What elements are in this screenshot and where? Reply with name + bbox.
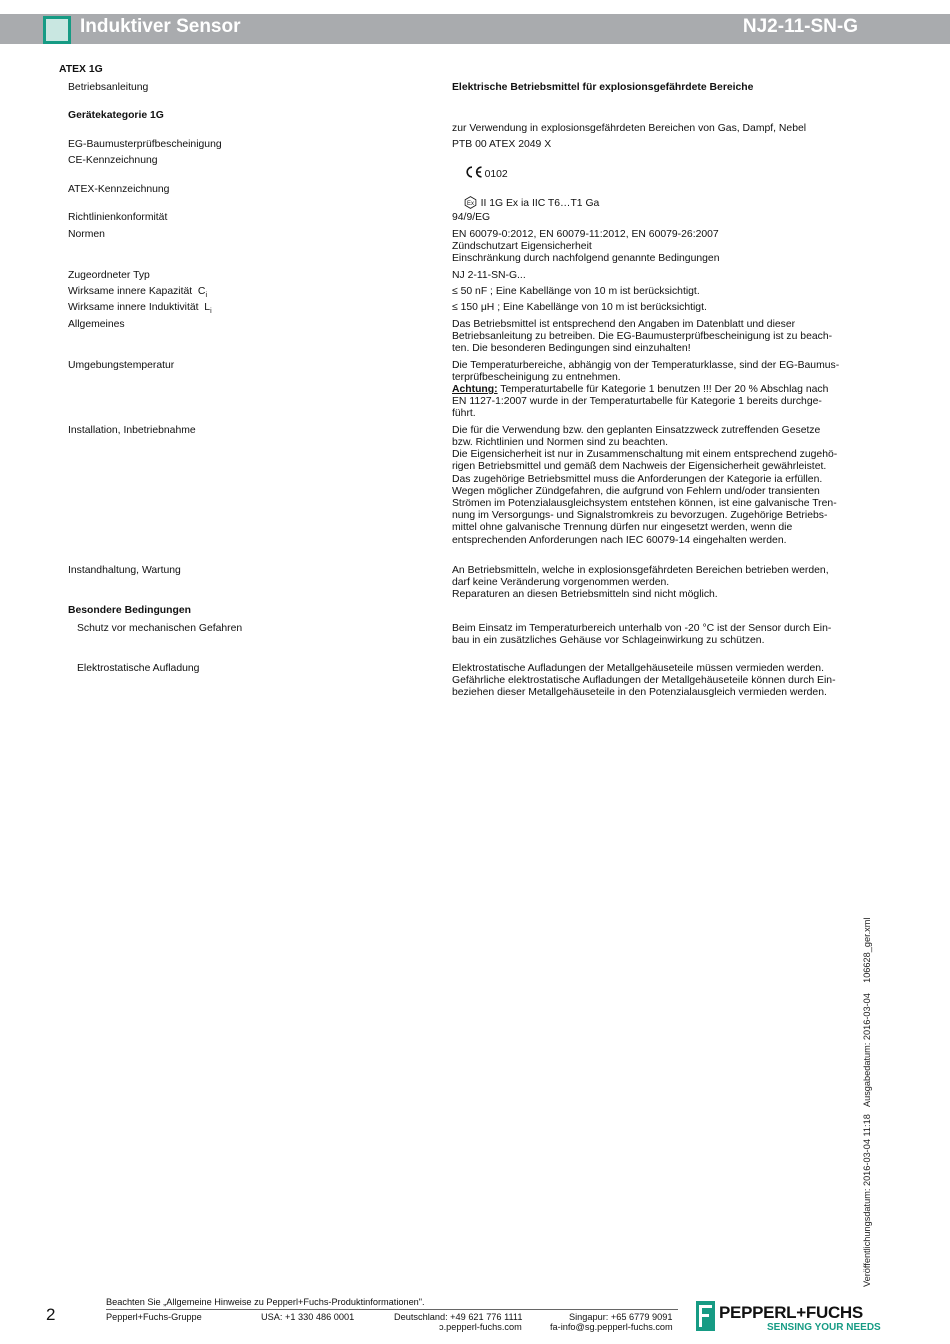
top-strip [0,0,950,14]
footer-sg-mail: fa-info@sg.pepperl-fuchs.com [550,1322,673,1332]
value-normen-line-2: Zündschutzart Eigensicherheit [452,241,592,252]
value-induktivitaet: ≤ 150 μH ; Eine Kabellänge von 10 m ist berücksichtigt. [452,302,707,313]
footer-group: Pepperl+Fuchs-Gruppe [106,1312,202,1322]
label-instandhaltung: Instandhaltung, Wartung [68,565,181,576]
value-instandhaltung-line-3: Reparaturen an diesen Betriebsmitteln sind nicht möglich. [452,589,718,600]
value-betriebsanleitung: Elektrische Betriebsmittel für explosionsgefährdete Bereiche [452,82,754,93]
label-allgemeines: Allgemeines [68,319,125,330]
section-title: ATEX 1G [59,64,103,75]
value-installation-line-1: Die für die Verwendung bzw. den geplanten Einsatzzweck zutreffenden Gesetze [452,425,821,436]
ce-mark-icon [464,166,484,178]
label-ce: CE-Kennzeichnung [68,155,158,166]
label-atex: ATEX-Kennzeichnung [68,184,170,195]
label-installation: Installation, Inbetriebnahme [68,425,196,436]
value-installation-line-2: bzw. Richtlinien und Normen sind zu beachten. [452,437,669,448]
label-richtlinie: Richtlinienkonformität [68,212,168,223]
value-normen-line-1: EN 60079-0:2012, EN 60079-11:2012, EN 60079-26:2007 [452,229,719,240]
publication-date-sidebar: Veröffentlichungsdatum: 2016-03-04 11:18 Ausgabedatum: 2016-03-04 106628_ger.xml [862,917,872,1287]
label-normen: Normen [68,229,105,240]
label-betriebsanleitung: Betriebsanleitung [68,82,149,93]
value-installation-line-3: Die Eigensicherheit ist nur in Zusammenschaltung mit einem entsprechend zugehö- [452,449,838,460]
value-schutz-line-2: bau in ein zusätzliches Gehäuse vor Schlageinwirkung zu schützen. [452,635,765,646]
footer-de-web: ɔ.pepperl-fuchs.com [439,1322,522,1332]
product-code: NJ2-11-SN-G [742,16,858,37]
footer-usa: USA: +1 330 486 0001 [261,1312,355,1322]
value-umgebung-line-1: Die Temperaturbereiche, abhängig von der Temperaturklasse, sind der EG-Baumus- [452,360,840,371]
document-title: Induktiver Sensor [80,16,241,37]
footer-sg: Singapur: +65 6779 9091 [569,1312,673,1322]
value-installation-line-9: mittel ohne galvanische Trennung dürfen nur eingesetzt werden, wenn die [452,522,793,533]
logo-tagline: SENSING YOUR NEEDS [767,1322,881,1333]
value-installation-line-10: entsprechenden Anforderungen nach IEC 60079-14 eingehalten werden. [452,535,787,546]
label-kapazitaet: Wirksame innere Kapazität $C_i$ [68,286,207,300]
logo-wordmark: PEPPERL+FUCHS [719,1303,863,1322]
value-installation-line-5: Das zugehörige Betriebsmittel muss die Anforderungen der Kategorie ia erfüllen. [452,474,823,485]
value-allgemeines-line-2: Betriebsanleitung zu betreiben. Die EG-Baumusterprüfbescheinigung ist zu beach- [452,331,833,342]
label-elektrostatik: Elektrostatische Aufladung [77,663,200,674]
value-eg-bescheinigung: PTB 00 ATEX 2049 X [452,139,552,150]
value-typ: NJ 2-11-SN-G... [452,270,526,281]
label-typ: Zugeordneter Typ [68,270,150,281]
label-schutz: Schutz vor mechanischen Gefahren [77,623,243,634]
value-installation-line-7: Strömen im Potenzialausgleichsystem entstehen können, ist eine galvanische Tren- [452,498,837,509]
value-schutz-line-1: Beim Einsatz im Temperaturbereich unterhalb von -20 °C ist der Sensor durch Ein- [452,623,832,634]
value-installation-line-4: rigen Betriebsmittel und gemäß dem Nachweis der Eigensicherheit gewährleistet. [452,461,827,472]
value-kapazitaet: ≤ 50 nF ; Eine Kabellänge von 10 m ist berücksichtigt. [452,286,700,297]
value-atex: Ex II 1G Ex ia IIC T6…T1 Ga [452,184,599,223]
ex-hexagon-icon [464,196,477,209]
label-induktivitaet: Wirksame innere Induktivität $L_i$ [68,302,212,316]
value-umgebung-line-5: führt. [452,408,476,419]
value-richtlinie: 94/9/EG [452,212,491,223]
value-geraetekategorie: zur Verwendung in explosionsgefährdeten Bereichen von Gas, Dampf, Nebel [452,123,807,134]
value-ce: 0102 [452,154,508,194]
footer-note: Beachten Sie „Allgemeine Hinweise zu Pepperl+Fuchs-Produktinformationen". [106,1297,425,1307]
value-allgemeines-line-1: Das Betriebsmittel ist entsprechend den Angaben im Datenblatt und dieser [452,319,796,330]
value-instandhaltung-line-2: darf keine Veränderung vorgenommen werden. [452,577,670,588]
value-elektrostatik-line-1: Elektrostatische Aufladungen der Metallgehäuseteile müssen vermieden werden. [452,663,824,674]
svg-text:Ex: Ex [466,201,474,208]
value-umgebung-line-4: EN 1127-1:2007 wurde in der Temperaturtabelle für Kategorie 1 bereits durchge- [452,396,822,407]
value-umgebung-achtung: Achtung: Temperaturtabelle für Kategorie 1 benutzen !!! Der 20 % Abschlag nach [452,384,829,395]
footer-de: Deutschland: +49 621 776 1111 [394,1312,523,1322]
value-umgebung-line-2: terprüfbescheinigung zu entnehmen. [452,372,621,383]
page-number: 2 [46,1305,56,1324]
label-besondere-bedingungen: Besondere Bedingungen [68,605,191,616]
value-allgemeines-line-3: ten. Die besonderen Bedingungen sind einzuhalten! [452,343,691,354]
header-square-icon [43,16,71,44]
value-normen-line-3: Einschränkung durch nachfolgend genannte Bedingungen [452,253,720,264]
value-instandhaltung-line-1: An Betriebsmitteln, welche in explosionsgefährdeten Bereichen betrieben werden, [452,565,829,576]
label-eg-bescheinigung: EG-Baumusterprüfbescheinigung [68,139,222,150]
value-installation-line-6: Wegen möglicher Zündgefahren, die aufgrund von Fehlern und/oder transienten [452,486,820,497]
label-umgebung: Umgebungstemperatur [68,360,175,371]
value-elektrostatik-line-2: Gefährliche elektrostatische Aufladungen der Metallgehäuseteile können durch Ein- [452,675,836,686]
label-geraetekategorie: Gerätekategorie 1G [68,110,164,121]
value-installation-line-8: nung im Versorgungs- und Signalstromkreis zu bevorzugen. Zugehörige Betriebs- [452,510,828,521]
footer-divider [106,1309,678,1310]
value-elektrostatik-line-3: beziehen dieser Metallgehäuseteile in den Potenzialausgleich vermieden werden. [452,687,827,698]
pepperl-fuchs-logo-icon [696,1301,715,1331]
